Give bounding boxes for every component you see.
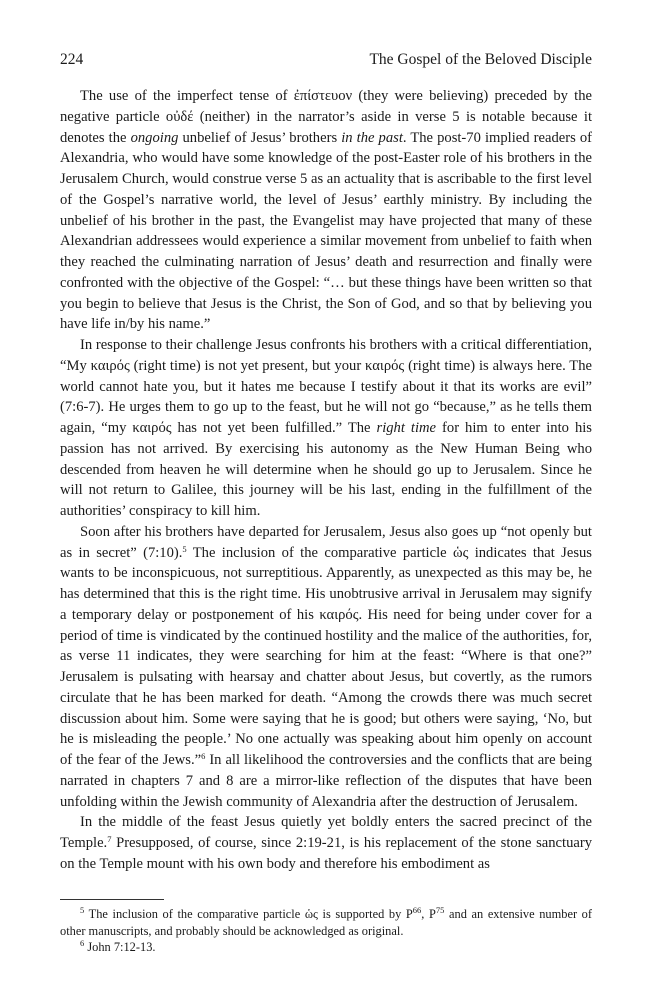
text-run: The use of the imperfect tense of ἐπίστευον (they were believing) preceded by the negative particle οὐδέ (neither) in the narrator’s aside in verse 5 is notable because it denotes the: [60, 88, 592, 146]
footnote-text: and an extensive number of other manuscripts, and probably should be acknowledged as original.: [60, 907, 593, 938]
paragraph-1: [60, 86, 592, 335]
footnote-ref-6[interactable]: 6: [201, 751, 206, 761]
text-run: Presupposed, of course, since 2:19-21, is his replacement of the stone sanctuary on the Temple mount with his own body and therefore his embodiment as: [60, 835, 592, 872]
manuscript-number: 75: [435, 905, 445, 915]
text-run: The inclusion of the comparative particle ὡς indicates that Jesus wants to be inconspicuous, not surreptitious. Apparently, as unexpected as this may be, he has determined that this is the right time. His unobtrusive arrival in Jerusalem may signify a temporary delay or postponement of his καιρός. His need for being under cover for a period of time is vindicated by the continued hostility and the malice of the authorities, for, as verse 11 indicates, they were searching for him at the feast: “Where is that one?” Jerusalem is pulsating with hearsay and chatter about Jesus, but covertly, as the rumors circulate that he has been marked for death. “Among the crowds there was much secret discussion about him. Some were saying that he is good; but others were saying, ‘No, but he is misleading the people.’ No one actually was speaking about him openly on account of the fear of the Jews.”: [60, 544, 592, 768]
paragraph-3: [60, 522, 592, 813]
body-text: [60, 86, 592, 875]
emphasis: in the past: [341, 129, 403, 146]
footnotes: [60, 906, 592, 956]
running-title: The Gospel of the Beloved Disciple: [369, 51, 592, 68]
text-run: Soon after his brothers have departed for Jerusalem, Jesus also goes up “not openly but as in secret” (7:10).: [60, 523, 592, 561]
paragraph-2: [60, 335, 592, 522]
footnote-text: John 7:12-13.: [84, 940, 156, 954]
footnote-5: [60, 906, 592, 939]
footnote-6: [60, 939, 592, 956]
footnote-text: The inclusion of the comparative particle ὡς is supported by P: [84, 907, 413, 921]
page: [60, 50, 592, 875]
text-run: for him to enter into his passion has not arrived. By exercising his autonomy as the New Human Being who descended from heaven he will determine when he should go up to Jerusalem. Since he will not return to Galilee, this journey will be his last, ending in the fulfillment of the authorities’ conspiracy to kill him.: [60, 420, 592, 519]
text-run: In the middle of the feast Jesus quietly yet boldly enters the sacred precinct of the Temple.: [60, 814, 592, 851]
paragraph-4: [60, 812, 592, 874]
emphasis: right time: [376, 420, 437, 436]
footnote-ref-5[interactable]: 5: [182, 543, 187, 554]
running-header: [60, 50, 592, 70]
page-number: 224: [60, 51, 84, 68]
manuscript-number: 66: [412, 905, 422, 915]
emphasis: ongoing: [130, 129, 179, 146]
footnote-ref-7[interactable]: 7: [107, 834, 112, 844]
footnote-text: , P: [421, 907, 436, 921]
text-run: unbelief of Jesus’ brothers: [178, 129, 342, 146]
text-run: In all likelihood the controversies and the conflicts that are being narrated in chapters 7 and 8 are a mirror-like reflection of the disputes that have been unfolding within the Jewish community of Alexandria after the destruction of Jerusalem.: [60, 752, 592, 810]
text-run: . The post-70 implied readers of Alexandria, who would have some knowledge of the post-Easter role of his brothers in the Jerusalem Church, would construe verse 5 as an actuality that is ascribable to the first level of the Gospel’s narrative world, the level of Jesus’ earthly ministry. By including the unbelief of his brother in the past, the Evangelist may have projected that many of these Alexandrian addressees would experience a similar movement from unbelief to faith when they reached the culminating narration of Jesus’ death and resurrection and finally were confronted with the objective of the Gospel: “… but these things have been written so that you begin to believe that Jesus is the Christ, the Son of God, and so that by believing you have life in/by his name.”: [60, 129, 592, 333]
footnote-mark: 5: [80, 905, 85, 915]
footnote-divider: [60, 899, 164, 900]
footnote-mark: 6: [80, 938, 85, 948]
text-run: In response to their challenge Jesus confronts his brothers with a critical differentiation, “My καιρός (right time) is not yet present, but your καιρός (right time) is always here. The world cannot hate you, but it hates me because I testify about it that its works are evil” (7:6-7). He urges them to go up to the feast, but he will not go “because,” as he tells them again, “my καιρός has not yet been fulfilled.” The: [60, 337, 592, 436]
